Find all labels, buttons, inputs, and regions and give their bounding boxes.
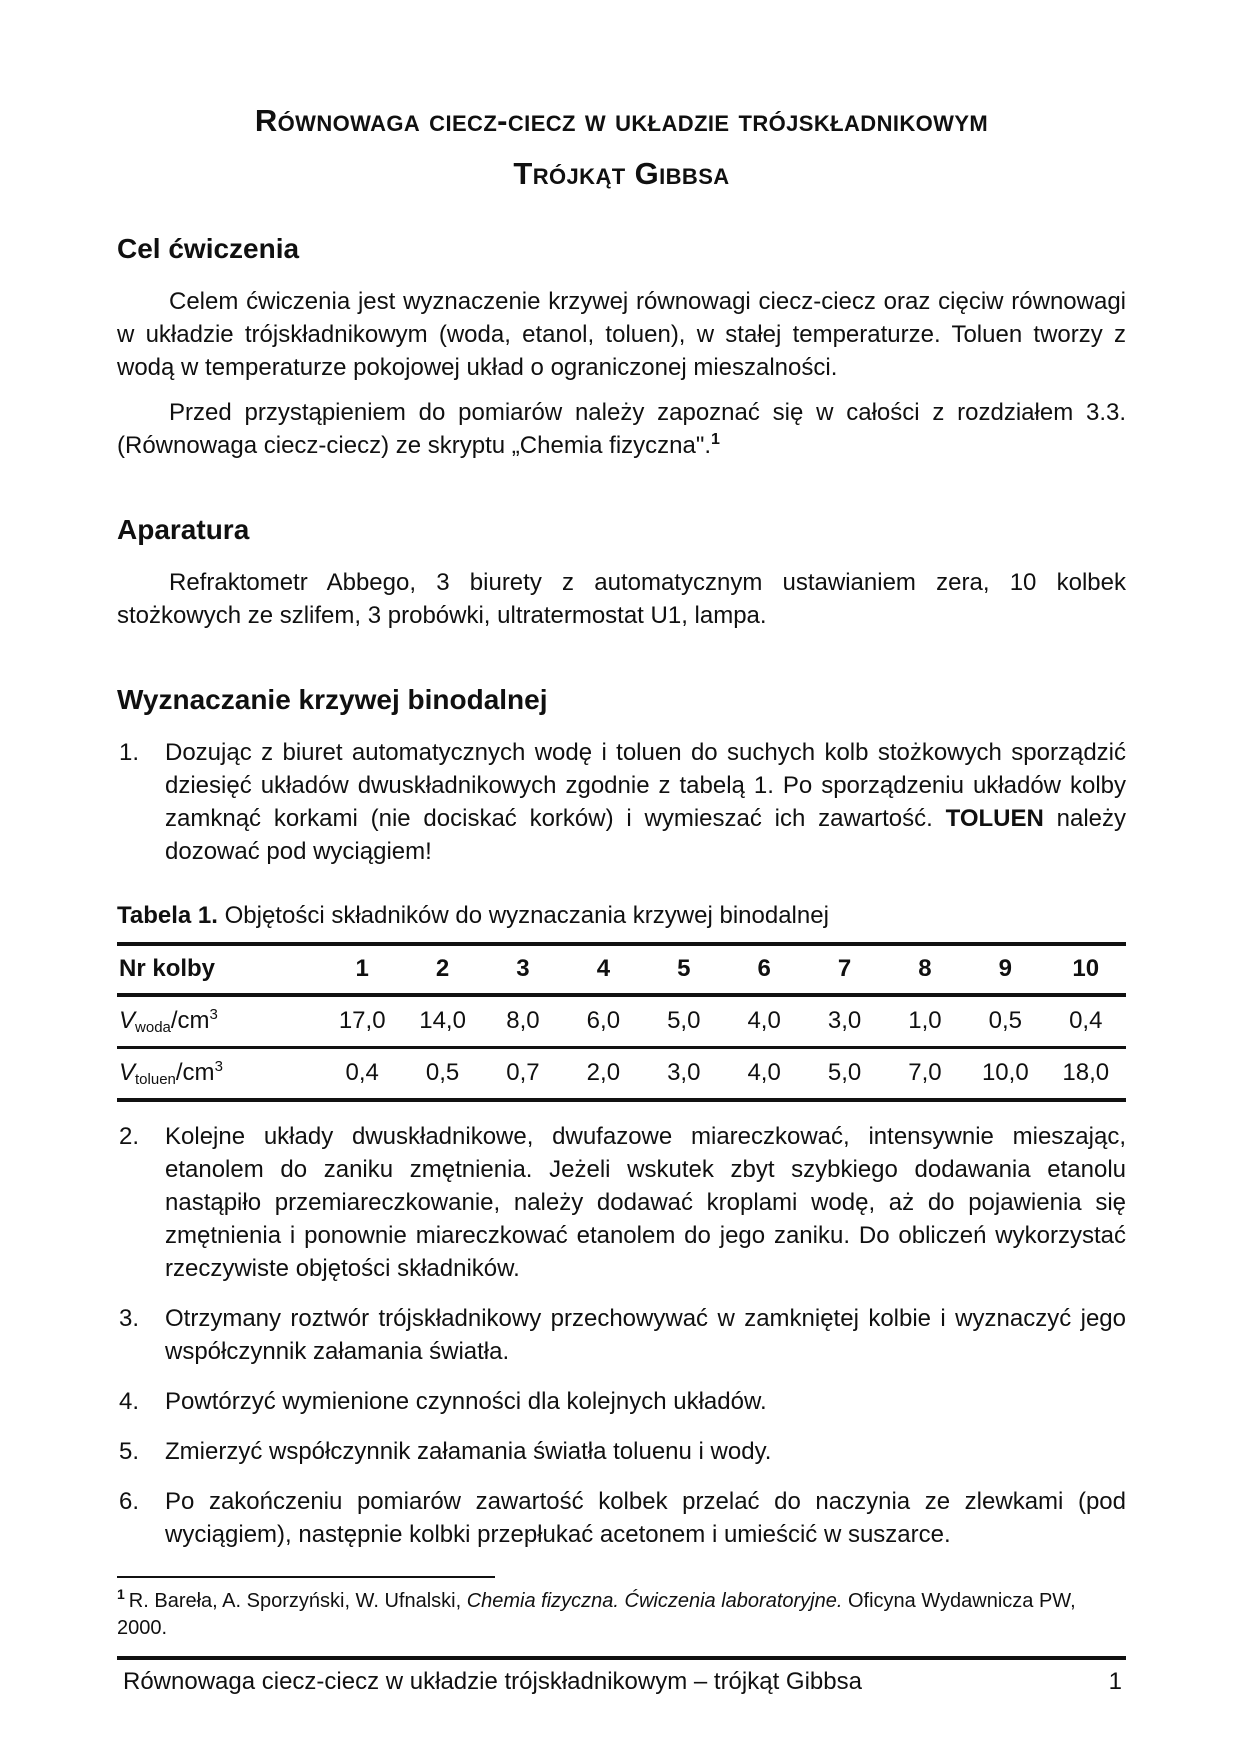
table-cell: 0,7 bbox=[506, 1059, 540, 1086]
list-item-2-text: Kolejne układy dwuskładnikowe, dwufazowe miareczkować, intensywnie mieszając, etanolem do zaniku zmętnienia. Jeżeli wskutek zbyt szybkiego dodawania etanolu nastąpiło przemiareczkowanie, należy dodawać kroplami wodę, aż do pojawienia się zmętnienia i ponownie miareczkować etanolem do jego zaniku. Do obliczeń wykorzystać rzeczywiste objętości składników. bbox=[165, 1123, 1126, 1282]
footer-title: Równowaga ciecz-ciecz w układzie trójskładnikowym – trójkąt Gibbsa bbox=[123, 1668, 862, 1695]
paragraph-cel-2-text: Przed przystąpieniem do pomiarów należy zapoznać się w całości z rozdziałem 3.3. (Równowaga ciecz-ciecz) ze skryptu „Chemia fizyczna". bbox=[117, 399, 1126, 459]
table-1-row-woda bbox=[117, 995, 1126, 1048]
heading-wyznaczanie: Wyznaczanie krzywej binodalnej bbox=[117, 684, 548, 715]
table-cell: 4,0 bbox=[747, 1007, 781, 1034]
list-item-5-number: 5. bbox=[119, 1438, 140, 1465]
table-cell: 17,0 bbox=[338, 1007, 386, 1034]
table-1-caption-text: Objętości składników do wyznaczania krzywej binodalnej bbox=[217, 902, 829, 929]
paragraph-cel-1: Celem ćwiczenia jest wyznaczenie krzywej równowagi ciecz-ciecz oraz cięciw równowagi w układzie trójskładnikowym (woda, etanol, toluen), w stałej temperaturze. Toluen tworzy z wodą w temperaturze pokojowej układ o ograniczonej mieszalności. bbox=[117, 288, 1126, 381]
unit-cm: /cm bbox=[170, 1007, 210, 1034]
list-item-1 bbox=[117, 736, 1126, 868]
heading-cel-cwiczenia: Cel ćwiczenia bbox=[117, 233, 300, 264]
list-item-1-text: Dozując z biuret automatycznych wodę i toluen do suchych kolb stożkowych sporządzić dziesięć układów dwuskładnikowych zgodnie z tabelą 1. Po sporządzeniu układów kolby zamknąć korkami (nie dociskać korków) i wymieszać ich zawartość. bbox=[165, 739, 1126, 832]
list-item-3-text: Otrzymany roztwór trójskładnikowy przechowywać w zamkniętej kolbie i wyznaczyć jego współczynnik załamania światła. bbox=[165, 1305, 1126, 1365]
table-cell: 18,0 bbox=[1062, 1059, 1110, 1086]
table-cell: 10,0 bbox=[981, 1059, 1029, 1086]
list-item-3 bbox=[117, 1302, 1126, 1368]
footnote-separator-rule bbox=[117, 1576, 495, 1578]
table-1-header-row bbox=[117, 944, 1126, 995]
footnote bbox=[117, 1588, 1126, 1642]
table-cell: 14,0 bbox=[419, 1007, 466, 1034]
list-item-6 bbox=[117, 1485, 1126, 1551]
table-1 bbox=[117, 942, 1126, 1102]
table-1-header-col-6: 6 bbox=[757, 955, 771, 982]
table-1-caption-label: Tabela 1. bbox=[117, 902, 218, 929]
list-item-6-number: 6. bbox=[119, 1488, 140, 1515]
unit-cm: /cm bbox=[175, 1059, 215, 1086]
list-item-4-text: Powtórzyć wymienione czynności dla kolejnych układów. bbox=[165, 1388, 767, 1415]
table-1-caption bbox=[117, 899, 1126, 932]
table-1-header-col-7: 7 bbox=[837, 955, 852, 982]
table-cell: 3,0 bbox=[827, 1007, 862, 1034]
list-item-1-number: 1. bbox=[119, 739, 140, 766]
document-title-line1: Równowaga ciecz-ciecz w układzie trójskładnikowym bbox=[254, 103, 989, 138]
footnote-marker: 1 bbox=[117, 1586, 125, 1603]
table-1-header-col-10: 10 bbox=[1072, 955, 1100, 982]
footnote-reference: 1 bbox=[711, 431, 720, 448]
table-cell: 5,0 bbox=[667, 1007, 701, 1034]
document-title-line2: Trójkąt Gibbsa bbox=[513, 156, 730, 191]
table-cell: 0,5 bbox=[988, 1007, 1022, 1034]
list-item-4 bbox=[117, 1385, 1126, 1418]
paragraph-aparatura: Refraktometr Abbego, 3 biurety z automatycznym ustawianiem zera, 10 kolbek stożkowych ze szlifem, 3 probówki, ultratermostat U1, lampa. bbox=[117, 569, 1126, 629]
table-1-header-col-9: 9 bbox=[998, 955, 1012, 982]
table-1-header-col-4: 4 bbox=[596, 955, 611, 982]
table-cell: 0,5 bbox=[425, 1059, 460, 1086]
superscript-3: 3 bbox=[209, 1006, 218, 1023]
table-cell: 5,0 bbox=[827, 1059, 862, 1086]
list-item-5 bbox=[117, 1435, 1126, 1468]
list-item-2 bbox=[117, 1120, 1126, 1285]
paragraph-cel-2 bbox=[117, 396, 1126, 462]
table-1-header-col-5: 5 bbox=[677, 955, 691, 982]
table-cell: 0,4 bbox=[345, 1059, 379, 1086]
table-cell: 7,0 bbox=[908, 1059, 942, 1086]
table-1-row-toluen-label bbox=[117, 1048, 322, 1101]
table-cell: 1,0 bbox=[908, 1007, 942, 1034]
footnote-book-title: Chemia fizyczna. Ćwiczenia laboratoryjne. bbox=[466, 1590, 843, 1612]
table-1-row-toluen bbox=[117, 1048, 1126, 1101]
page-number: 1 bbox=[1108, 1668, 1122, 1695]
superscript-3: 3 bbox=[214, 1058, 223, 1075]
footnote-authors: R. Bareła, A. Sporzyński, W. Ufnalski, bbox=[128, 1590, 467, 1612]
table-1-row-woda-label bbox=[117, 995, 322, 1048]
table-1-header-col-8: 8 bbox=[918, 955, 932, 982]
page-bottom bbox=[117, 1576, 1126, 1698]
document-title bbox=[117, 102, 1126, 193]
table-cell: 3,0 bbox=[667, 1059, 701, 1086]
heading-aparatura: Aparatura bbox=[117, 514, 250, 545]
list-item-3-number: 3. bbox=[119, 1305, 140, 1332]
list-item-5-text: Zmierzyć współczynnik załamania światła toluenu i wody. bbox=[165, 1438, 772, 1465]
page-footer bbox=[117, 1666, 1126, 1698]
footer-rule bbox=[117, 1656, 1126, 1660]
table-cell: 2,0 bbox=[586, 1059, 621, 1086]
table-1-header-nr-kolby: Nr kolby bbox=[119, 955, 216, 982]
list-item-6-text: Po zakończeniu pomiarów zawartość kolbek przelać do naczynia ze zlewkami (pod wyciągiem), następnie kolbki przepłukać acetonem i umieścić w suszarce. bbox=[165, 1488, 1126, 1548]
subscript-woda: woda bbox=[135, 1019, 171, 1036]
table-cell: 6,0 bbox=[586, 1007, 621, 1034]
list-item-2-number: 2. bbox=[119, 1123, 140, 1150]
table-1-header-col-2: 2 bbox=[435, 955, 450, 982]
footnote-publisher: Oficyna Wydawnicza PW, 2000. bbox=[117, 1590, 1076, 1639]
symbol-v: V bbox=[119, 1059, 136, 1086]
table-cell: 8,0 bbox=[506, 1007, 540, 1034]
list-item-1-bold-text: TOLUEN bbox=[945, 805, 1044, 832]
symbol-v: V bbox=[119, 1007, 136, 1034]
list-item-4-number: 4. bbox=[119, 1388, 140, 1415]
table-cell: 4,0 bbox=[747, 1059, 781, 1086]
subscript-toluen: toluen bbox=[135, 1071, 176, 1088]
table-cell: 0,4 bbox=[1069, 1007, 1103, 1034]
list-item-1-after-text: należy dozować pod wyciągiem! bbox=[165, 805, 1127, 865]
table-1-header-col-1: 1 bbox=[355, 955, 369, 982]
table-1-header-col-3: 3 bbox=[516, 955, 530, 982]
